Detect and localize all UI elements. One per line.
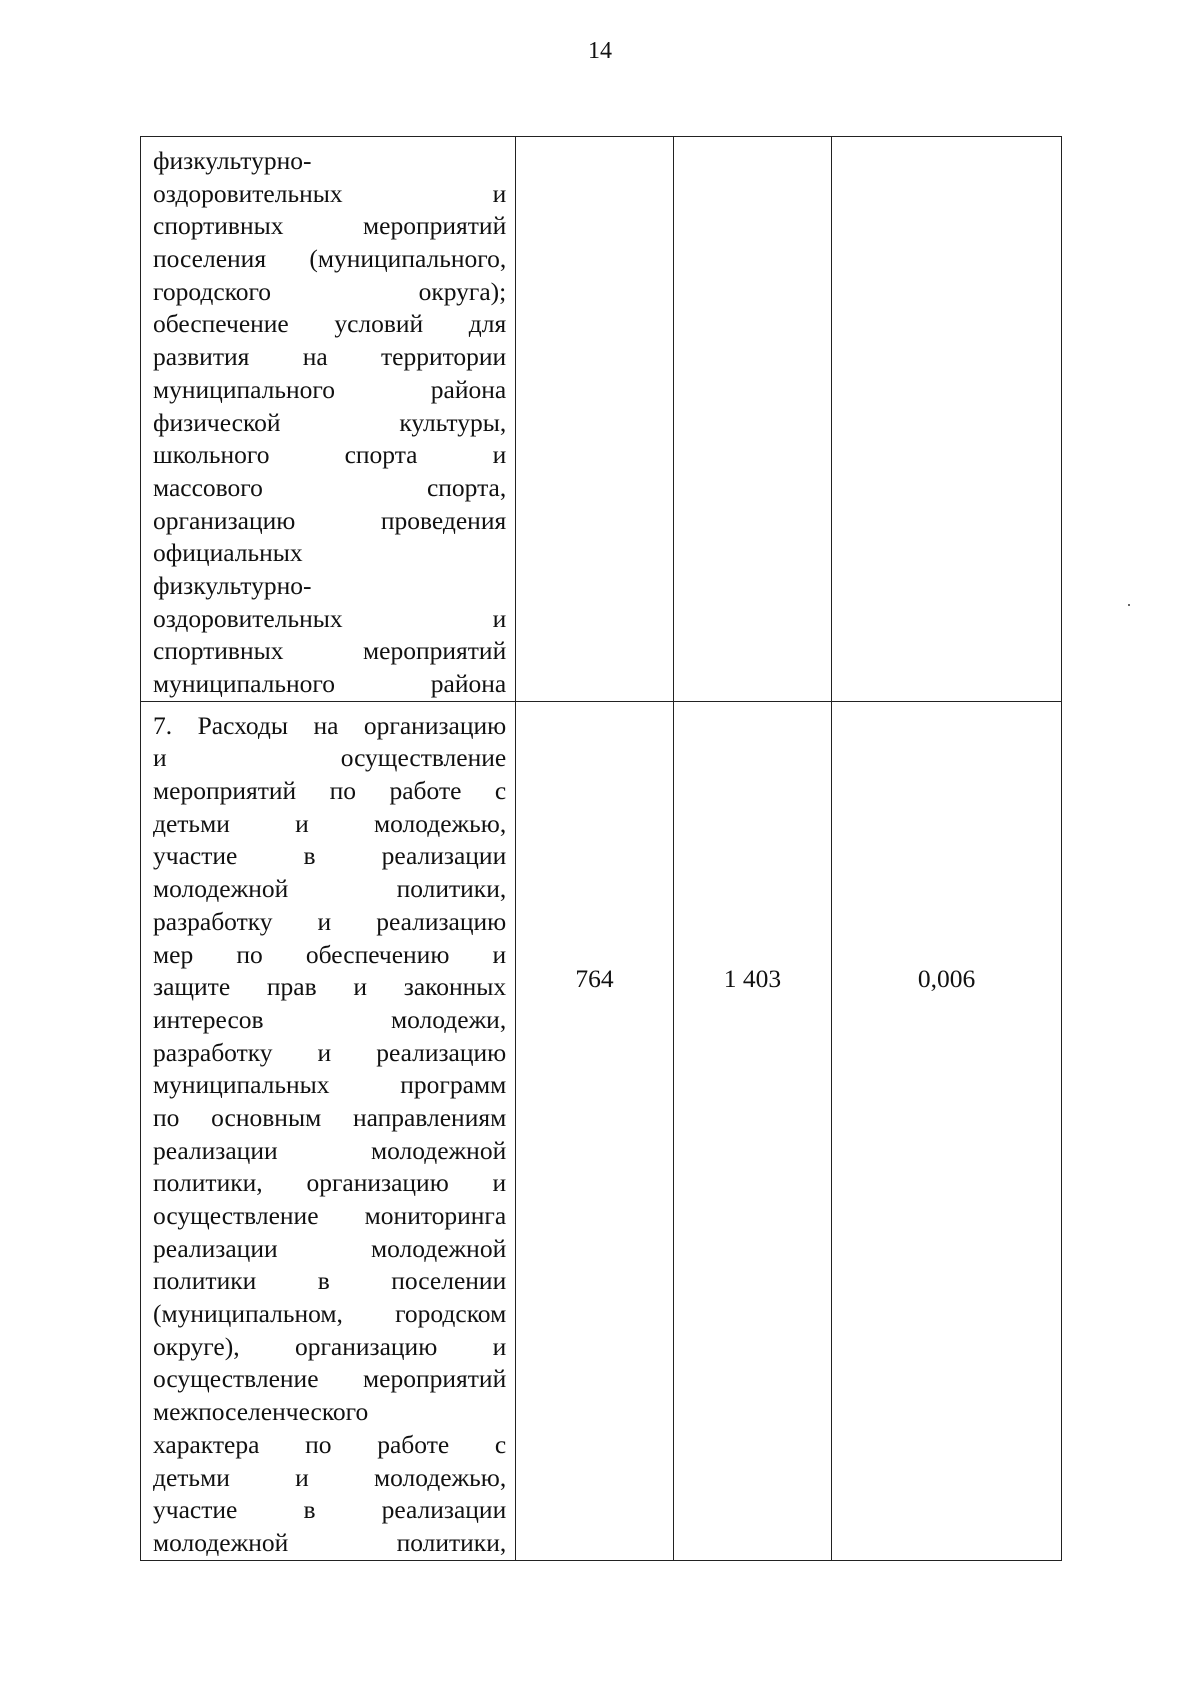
- description-line: участие в реализации: [153, 841, 507, 871]
- description-line: характера по работе с: [153, 1429, 507, 1459]
- description-line: разработку и реализацию: [153, 1037, 507, 1067]
- description-line: политики, организацию и: [153, 1168, 507, 1198]
- description-text: [153, 145, 506, 701]
- value-a-cell: [516, 701, 674, 1560]
- value-a: 764: [575, 963, 614, 993]
- description-line: официальных: [153, 538, 303, 568]
- description-line: осуществление мероприятий: [153, 1364, 507, 1394]
- description-line: разработку и реализацию: [153, 906, 507, 936]
- description-line: осуществление мониторинга: [153, 1201, 507, 1230]
- description-line: молодежной политики,: [153, 874, 507, 904]
- description-line: организацию проведения: [153, 505, 507, 535]
- description-line: физической культуры,: [153, 407, 507, 437]
- value-a-cell: [516, 137, 674, 702]
- description-line: поселения (муниципального,: [153, 244, 507, 274]
- value-c-cell: [832, 137, 1062, 702]
- table-row: [141, 701, 1062, 1560]
- expenditure-table: [140, 136, 1062, 1561]
- value-c: 0,006: [917, 963, 976, 993]
- description-line: участие в реализации: [153, 1495, 507, 1525]
- description-line: (муниципальном, городском: [153, 1299, 507, 1329]
- description-text: [153, 710, 506, 1560]
- description-line: физкультурно-: [153, 570, 312, 600]
- table-row: [141, 137, 1062, 702]
- description-line: детьми и молодежью,: [153, 808, 507, 838]
- page-number: 14: [588, 38, 612, 64]
- value-b: 1 403: [723, 963, 782, 993]
- description-line: спортивных мероприятий: [153, 211, 507, 241]
- description-line: городского округа);: [153, 276, 507, 306]
- description-line: и осуществление: [153, 743, 507, 773]
- description-line: межпоселенческого: [153, 1397, 369, 1427]
- description-line: развития на территории: [153, 342, 507, 372]
- description-line: спортивных мероприятий: [153, 636, 507, 666]
- description-line: мер по обеспечению и: [153, 939, 507, 969]
- description-line: детьми и молодежью,: [153, 1462, 507, 1492]
- description-line: массового спорта,: [153, 472, 507, 502]
- description-cell: [141, 701, 516, 1560]
- description-line: обеспечение условий для: [153, 309, 507, 339]
- description-line: физкультурно-: [153, 146, 312, 175]
- description-line: муниципального района: [153, 669, 507, 698]
- description-line: молодежной политики,: [153, 1527, 507, 1557]
- description-line: интересов молодежи,: [153, 1004, 507, 1034]
- description-line: политики в поселении: [153, 1266, 507, 1296]
- description-line: 7. Расходы на организацию: [153, 710, 507, 740]
- description-line: школьного спорта и: [153, 440, 507, 470]
- value-b-cell: [673, 137, 832, 702]
- description-line: по основным направлениям: [153, 1102, 507, 1132]
- description-line: мероприятий по работе с: [153, 776, 507, 806]
- value-c-cell: [832, 701, 1062, 1560]
- description-line: оздоровительных и: [153, 178, 507, 208]
- scan-speck: [1128, 604, 1130, 606]
- description-line: муниципальных программ: [153, 1070, 507, 1100]
- description-line: реализации молодежной: [153, 1135, 507, 1165]
- description-line: защите прав и законных: [153, 972, 507, 1002]
- description-cell: [141, 137, 516, 702]
- description-line: округе), организацию и: [153, 1331, 507, 1361]
- description-line: оздоровительных и: [153, 603, 507, 633]
- description-line: муниципального района: [153, 374, 507, 404]
- value-b-cell: [673, 701, 832, 1560]
- description-line: реализации молодежной: [153, 1233, 507, 1263]
